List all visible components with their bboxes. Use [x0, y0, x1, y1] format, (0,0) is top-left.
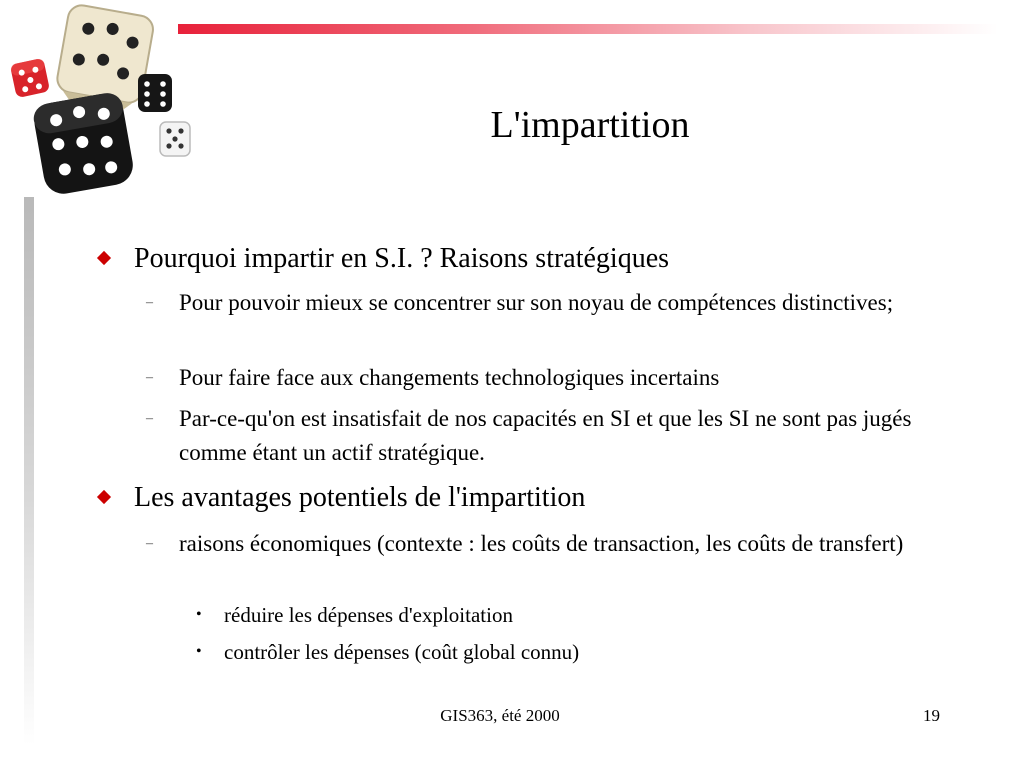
small-white-die: [160, 122, 190, 156]
bullet-text: réduire les dépenses d'exploitation: [224, 603, 513, 627]
black-die: [31, 91, 136, 197]
bullet-text: Par-ce-qu'on est insatisfait de nos capacités en SI et que les SI ne sont pas jugés comme étant un actif stratégique.: [179, 406, 912, 465]
dash-marker: –: [146, 536, 153, 551]
bullet-text: Pour pouvoir mieux se concentrer sur son noyau de compétences distinctives;: [179, 290, 894, 315]
dash-marker: –: [146, 295, 153, 310]
slide-title: L'impartition: [490, 104, 690, 146]
bullet-text: Les avantages potentiels de l'impartition: [134, 482, 586, 513]
bullet-text: raisons économiques (contexte : les coûts de transaction, les coûts de transfert): [179, 531, 904, 556]
dash-marker: –: [146, 370, 153, 385]
footer-course: GIS363, été 2000: [440, 706, 560, 725]
bullet-text: Pour faire face aux changements technologiques incertains: [179, 365, 720, 390]
bullet-text: Pourquoi impartir en S.I. ? Raisons stratégiques: [134, 243, 670, 274]
red-die: [10, 58, 50, 98]
small-black-die: [138, 74, 172, 112]
dot-marker: •: [196, 643, 202, 660]
dot-marker: •: [196, 606, 202, 623]
dash-marker: –: [146, 411, 153, 426]
diamond-bullet-icon: [97, 251, 111, 265]
left-accent-bar: [24, 197, 34, 745]
bullet-text: contrôler les dépenses (coût global connu): [224, 640, 580, 664]
top-accent-bar: [178, 24, 998, 34]
diamond-bullet-icon: [97, 490, 111, 504]
dice-decoration: [0, 0, 200, 200]
page-number: 19: [923, 706, 940, 725]
